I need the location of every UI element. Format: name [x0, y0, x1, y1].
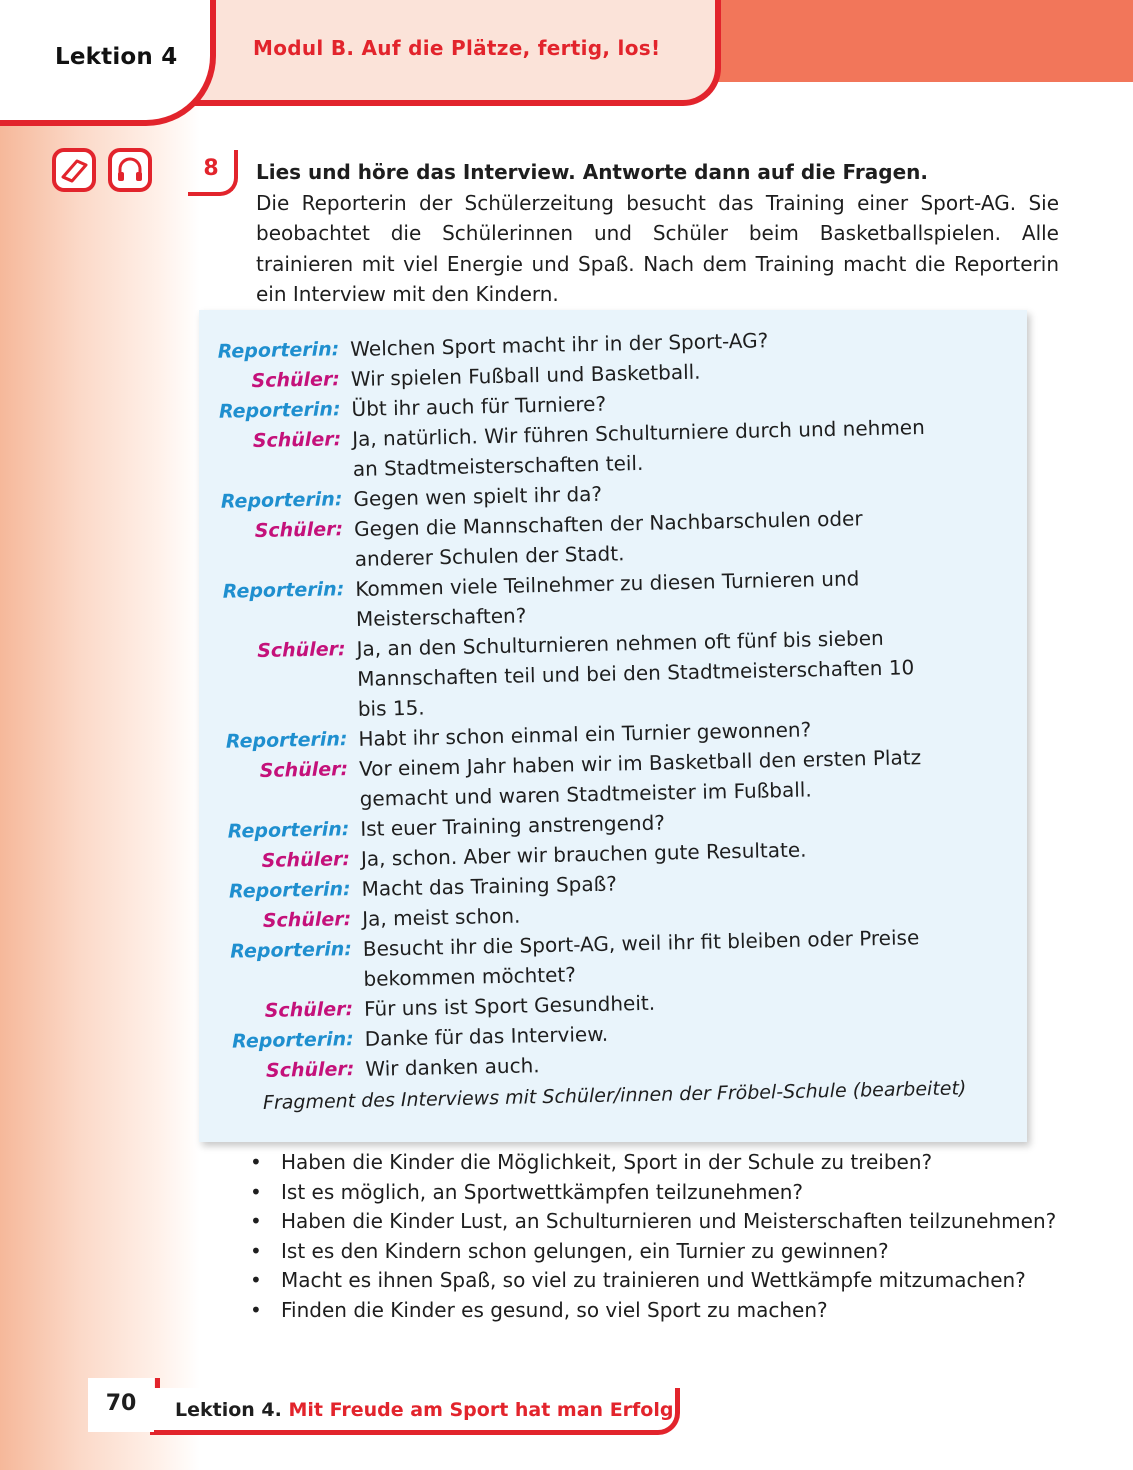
header-orange-band [690, 0, 1133, 82]
dialog-line: Wir danken auch. [365, 1053, 540, 1081]
dialog-line: Gegen wen spielt ihr da? [353, 481, 603, 511]
speaker-reporter: Reporterin: [230, 938, 353, 963]
footer-lesson-title: Mit Freude am Sport hat man Erfolg [288, 1399, 674, 1421]
speaker-student: Schüler: [252, 428, 342, 453]
dialog-line: anderer Schulen der Stadt. [354, 541, 625, 571]
footer-lesson-prefix: Lektion 4. [175, 1399, 282, 1421]
dialog-line: Gegen die Mannschaften der Nachbarschulen oder [353, 506, 863, 541]
question-item: • Ist es den Kindern schon gelungen, ein Turnier zu gewinnen? [248, 1237, 1059, 1267]
question-item: • Haben die Kinder die Möglichkeit, Sport in der Schule zu treiben? [248, 1148, 1059, 1178]
lesson-label: Lektion 4 [55, 44, 178, 70]
speaker-student: Schüler: [259, 758, 349, 782]
dialog-line: gemacht und waren Stadtmeister im Fußball. [359, 777, 812, 811]
speaker-reporter: Reporterin: [225, 728, 348, 753]
question-item: • Haben die Kinder Lust, an Schulturnieren und Meisterschaften teilzunehmen? [248, 1207, 1059, 1237]
question-item: • Ist es möglich, an Sportwettkämpfen teilzunehmen? [248, 1178, 1059, 1208]
speaker-student: Schüler: [262, 908, 352, 932]
dialog-line: Ja, meist schon. [361, 903, 521, 931]
interview-dialog [207, 320, 1053, 1117]
task-instruction: Lies und höre das Interview. Antworte dann auf die Fragen. [256, 160, 928, 184]
source-note: Fragment des Interviews mit Schüler/innen der Fröbel-Schule (bearbeitet) [262, 1077, 967, 1114]
dialog-line: Besucht ihr die Sport-AG, weil ihr fit bleiben oder Preise [362, 925, 920, 961]
dialog-line: Vor einem Jahr haben wir im Basketball den ersten Platz [358, 745, 922, 781]
dialog-line: Für uns ist Sport Gesundheit. [363, 990, 656, 1021]
speaker-student: Schüler: [254, 518, 344, 543]
task-intro [256, 157, 1059, 310]
speaker-reporter: Reporterin: [218, 398, 341, 423]
page-number: 70 [88, 1378, 154, 1432]
footer-title [175, 1399, 673, 1421]
dialog-line: an Stadtmeisterschaften teil. [352, 450, 644, 481]
dialog-line: Ja, an den Schulturnieren nehmen oft fünf bis sieben [356, 625, 884, 661]
speaker-student: Schüler: [256, 638, 346, 663]
speaker-student: Schüler: [265, 1058, 355, 1082]
question-item: • Macht es ihnen Spaß, so viel zu trainieren und Wettkämpfe mitzumachen? [248, 1266, 1059, 1296]
speaker-reporter: Reporterin: [228, 878, 351, 903]
dialog-line: Ist euer Training anstrengend? [360, 810, 666, 841]
dialog-line: Ja, schon. Aber wir brauchen gute Resultate. [360, 837, 807, 871]
headphones-icon [108, 148, 152, 192]
question-list [248, 1148, 1059, 1325]
dialog-line: Habt ihr schon einmal ein Turnier gewonnen? [358, 717, 812, 751]
dialog-text [356, 620, 1028, 724]
dialog-line: Kommen viele Teilnehmer zu diesen Turnieren und [355, 566, 860, 601]
dialog-line: bekommen möchtet? [363, 962, 577, 991]
module-label: Modul B. Auf die Plätze, fertig, los! [253, 36, 661, 60]
speaker-reporter: Reporterin: [231, 1028, 354, 1053]
speaker-student: Schüler: [261, 848, 351, 872]
dialog-line: Welchen Sport macht ihr in der Sport-AG? [350, 328, 769, 361]
speaker-reporter: Reporterin: [217, 338, 340, 363]
dialog-line: Wir spielen Fußball und Basketball. [350, 359, 701, 391]
speaker-reporter: Reporterin: [220, 488, 343, 513]
task-intro-text: Die Reporterin der Schülerzeitung besucht das Training einer Sport-AG. Sie beobachtet die Schülerinnen und Schüler beim Basketballspielen. Alle trainieren mit viel Energie und Spaß. Nach dem Training macht die Reporterin ein Interview mit den Kindern. [256, 190, 1059, 306]
speaker-reporter: Reporterin: [222, 578, 345, 603]
dialog-line: Macht das Training Spaß? [361, 871, 618, 901]
dialog-line: Danke für das Interview. [364, 1021, 609, 1051]
dialog-line: Meisterschaften? [355, 603, 527, 631]
speaker-student: Schüler: [251, 368, 341, 393]
dialog-line: Mannschaften teil und bei den Stadtmeisterschaften 10 [356, 655, 915, 691]
speaker-student: Schüler: [264, 998, 354, 1022]
question-item: • Finden die Kinder es gesund, so viel Sport zu machen? [248, 1296, 1059, 1326]
dialog-line: Übt ihr auch für Turniere? [351, 391, 607, 421]
dialog-line: Ja, natürlich. Wir führen Schulturniere durch und nehmen [351, 414, 926, 451]
page-side-gradient [0, 0, 200, 1470]
dialog-line: bis 15. [357, 695, 425, 721]
task-number: 8 [188, 150, 238, 196]
speaker-reporter: Reporterin: [227, 818, 350, 843]
book-icon [52, 148, 96, 192]
